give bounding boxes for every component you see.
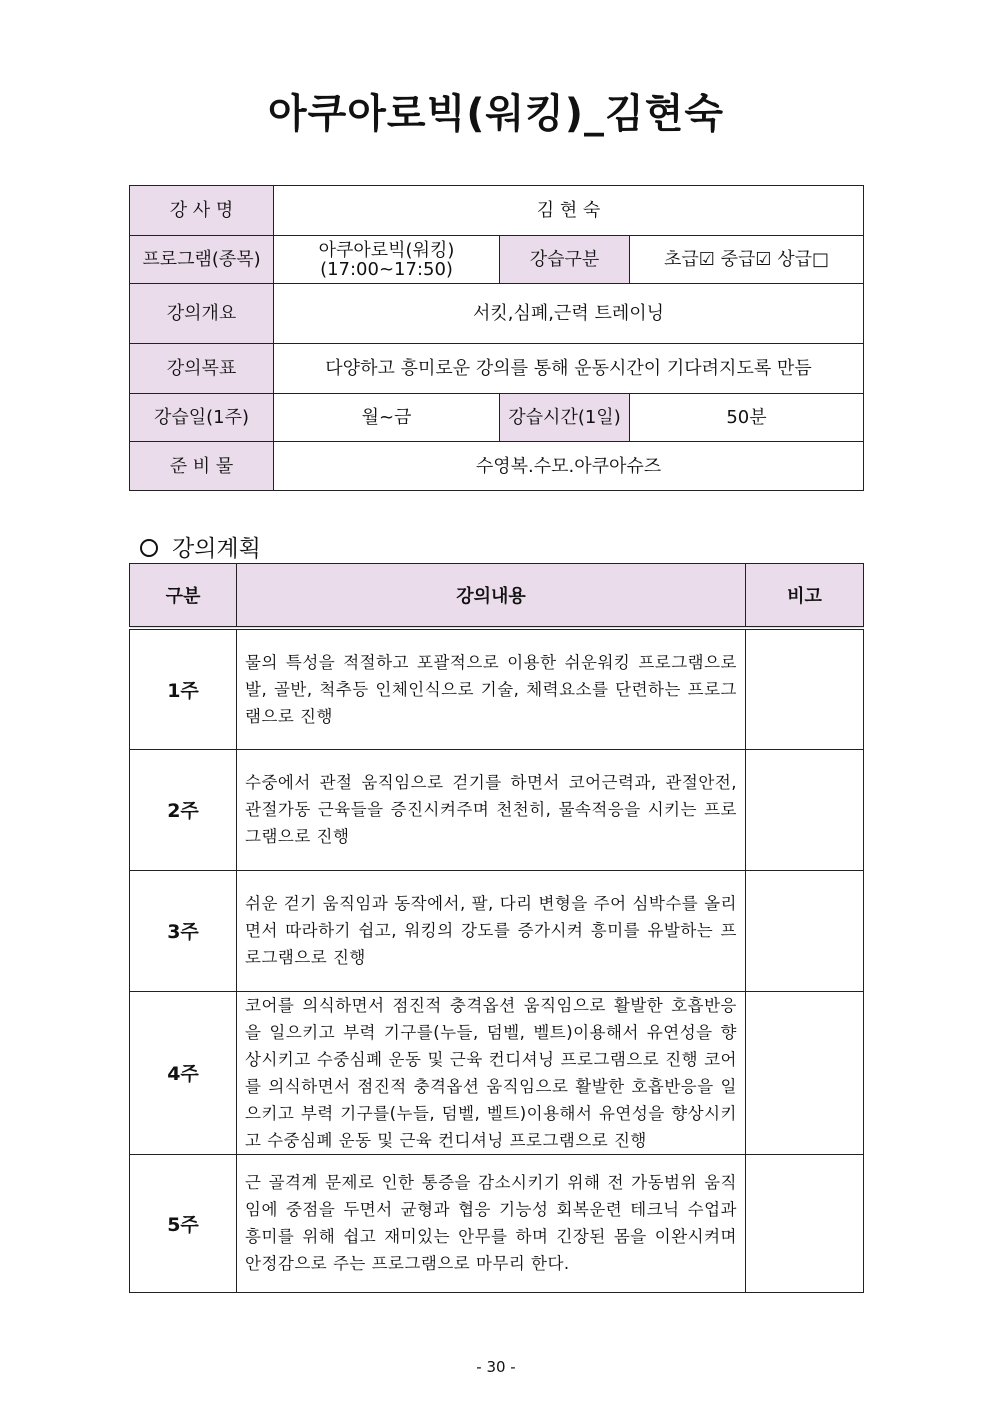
table-row bbox=[130, 870, 864, 991]
header-content: 강의내용 bbox=[237, 564, 746, 629]
level-value: 초급☑ 중급☑ 상급□ bbox=[630, 236, 864, 284]
page-title: 아쿠아로빅(워킹)_김현숙 bbox=[268, 91, 724, 137]
instructor-label: 강 사 명 bbox=[130, 186, 274, 236]
note-cell bbox=[746, 991, 864, 1154]
days-label: 강습일(1주) bbox=[130, 394, 274, 442]
week-cell: 1주 bbox=[130, 628, 237, 749]
note-cell bbox=[746, 870, 864, 991]
note-cell bbox=[746, 749, 864, 870]
supplies-label: 준 비 물 bbox=[130, 442, 274, 491]
page-number: - 30 - bbox=[476, 1358, 516, 1376]
week-cell: 4주 bbox=[130, 991, 237, 1154]
content-cell: 근 골격계 문제로 인한 통증을 감소시키기 위해 전 가동범위 움직임에 중점을 두면서 균형과 협응 기능성 회복운련 테크닉 수업과 흥미를 위해 쉽고 재미있는 안무를 하며 긴장된 몸을 이완시켜며 안정감으로 주는 프로그램으로 마무리 한다. bbox=[237, 1154, 746, 1292]
time-value: 50분 bbox=[630, 394, 864, 442]
overview-value: 서킷,심폐,근력 트레이닝 bbox=[274, 284, 864, 344]
table-row bbox=[130, 1154, 864, 1292]
section-heading bbox=[140, 530, 261, 563]
header-week: 구분 bbox=[130, 564, 237, 629]
goal-label: 강의목표 bbox=[130, 344, 274, 394]
instructor-value: 김 현 숙 bbox=[274, 186, 864, 236]
content-cell: 쉬운 걷기 움직임과 동작에서, 팔, 다리 변형을 주어 심박수를 올리면서 따라하기 쉽고, 워킹의 강도를 증가시켜 흥미를 유발하는 프로그램으로 진행 bbox=[237, 870, 746, 991]
days-value: 월~금 bbox=[274, 394, 500, 442]
week-cell: 2주 bbox=[130, 749, 237, 870]
instructor-info-table bbox=[129, 185, 864, 491]
level-label: 강습구분 bbox=[500, 236, 630, 284]
circle-bullet-icon bbox=[140, 539, 158, 557]
table-row bbox=[130, 991, 864, 1154]
table-row bbox=[130, 628, 864, 749]
content-cell: 코어를 의식하면서 점진적 충격옵션 움직임으로 활발한 호흡반응을 일으키고 부력 기구를(누들, 덤벨, 벨트)이용해서 유연성을 향상시키고 수중심폐 운동 및 근육 컨디셔닝 프로그램으로 진행 코어를 의식하면서 점진적 충격옵션 움직임으로 활발한 호흡반응을 일으키고 부력 기구를(누들, 덤벨, 벨트)이용해서 유연성을 향상시키고 수중심폐 운동 및 근육 컨디셔닝 프로그램으로 진행 bbox=[237, 991, 746, 1154]
content-cell: 수중에서 관절 움직임으로 걷기를 하면서 코어근력과, 관절안전, 관절가동 근육들을 증진시켜주며 천천히, 물속적응을 시키는 프로그램으로 진행 bbox=[237, 749, 746, 870]
goal-value: 다양하고 흥미로운 강의를 통해 운동시간이 기다려지도록 만듬 bbox=[274, 344, 864, 394]
time-label: 강습시간(1일) bbox=[500, 394, 630, 442]
week-cell: 5주 bbox=[130, 1154, 237, 1292]
section-title: 강의계획 bbox=[172, 536, 261, 562]
content-cell: 물의 특성을 적절하고 포괄적으로 이용한 쉬운워킹 프로그램으로 발, 골반, 척추등 인체인식으로 기술, 체력요소를 단련하는 프로그램으로 진행 bbox=[237, 628, 746, 749]
supplies-value: 수영복.수모.아쿠아슈즈 bbox=[274, 442, 864, 491]
program-value: 아쿠아로빅(워킹) (17:00~17:50) bbox=[274, 236, 500, 284]
lesson-plan-table bbox=[129, 563, 864, 1293]
program-label: 프로그램(종목) bbox=[130, 236, 274, 284]
note-cell bbox=[746, 628, 864, 749]
overview-label: 강의개요 bbox=[130, 284, 274, 344]
note-cell bbox=[746, 1154, 864, 1292]
week-cell: 3주 bbox=[130, 870, 237, 991]
header-note: 비고 bbox=[746, 564, 864, 629]
table-row bbox=[130, 749, 864, 870]
